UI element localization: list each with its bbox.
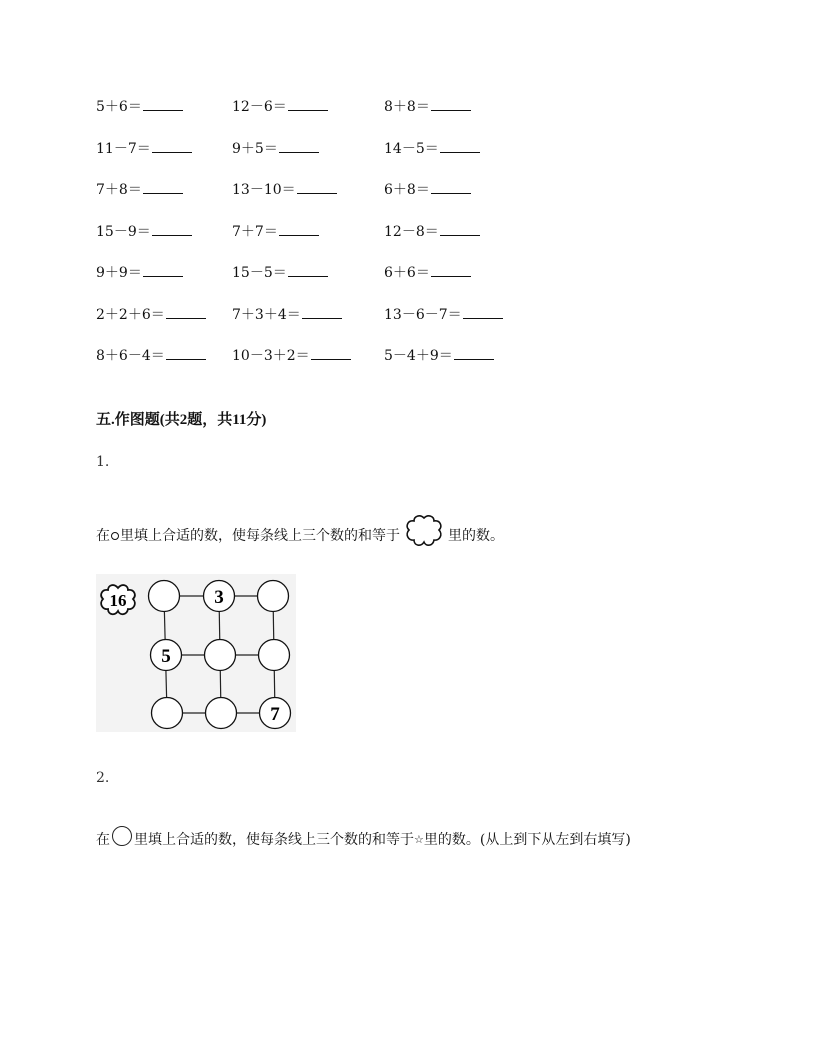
equation-text: 10－3＋2＝ [232,348,310,364]
answer-blank[interactable] [143,179,183,194]
equation [96,179,183,199]
equation [384,345,494,365]
equation [96,96,183,116]
answer-blank[interactable] [279,138,319,153]
equation-text: 6＋8＝ [384,182,430,198]
equation-text: 5－4＋9＝ [384,348,453,364]
equation [384,304,503,324]
equation-text: 14－5＝ [384,140,439,157]
grid-circle[interactable] [205,640,236,671]
answer-blank[interactable] [152,221,192,236]
equation-text: 12－8＝ [384,223,439,240]
answer-blank[interactable] [152,138,192,153]
equation-text: 6＋6＝ [384,265,430,281]
equation [232,304,342,324]
answer-blank[interactable] [440,138,480,153]
answer-blank[interactable] [454,345,494,360]
equation [232,179,337,199]
equation-text: 15－9＝ [96,223,151,240]
equation-text: 5＋6＝ [96,99,142,115]
answer-blank[interactable] [440,221,480,236]
equation-text: 9＋9＝ [96,265,142,281]
answer-blank[interactable] [288,262,328,277]
q2-text-after: 里的数。(从上到下从左到右填写) [423,832,631,848]
answer-blank[interactable] [166,345,206,360]
grid-number: 7 [270,704,280,725]
equation [384,262,471,282]
grid-number: 5 [161,646,171,667]
grid-circle[interactable] [152,698,183,729]
answer-blank[interactable] [166,304,206,319]
star-icon: ☆ [414,833,424,846]
equation [232,221,319,241]
answer-blank[interactable] [288,96,328,111]
answer-blank[interactable] [431,179,471,194]
equation-text: 12－6＝ [232,99,287,115]
answer-blank[interactable] [463,304,503,319]
equation [232,345,351,365]
equation [96,345,206,365]
equation-text: 15－5＝ [232,265,287,281]
equation-text: 11－7＝ [96,140,151,157]
grid-number: 3 [214,587,224,608]
answer-blank[interactable] [431,262,471,277]
circle-icon [112,826,132,846]
question-2-instruction [96,826,631,849]
equation [384,179,471,199]
grid-circle[interactable] [149,581,180,612]
equation [96,221,192,241]
q1-text-before: 在 [96,528,110,544]
target-flower [101,585,135,614]
equation [96,138,192,158]
equation [384,96,471,116]
q1-text-after: 里的数。 [448,528,504,544]
answer-blank[interactable] [431,96,471,111]
grid-circle[interactable] [206,698,237,729]
equation-text: 13－10＝ [232,182,296,198]
equation [96,262,183,282]
answer-blank[interactable] [279,221,319,236]
equation-text: 7＋3＋4＝ [232,306,301,323]
equation-text: 7＋8＝ [96,182,142,198]
equation-text: 7＋7＝ [232,223,278,240]
equation-text: 2＋2＋6＝ [96,306,165,323]
equation-text: 8＋6－4＝ [96,348,165,364]
equation [232,96,328,116]
equation [384,138,480,158]
answer-blank[interactable] [143,96,183,111]
equation [232,262,328,282]
answer-blank[interactable] [302,304,342,319]
question-1-instruction [96,514,504,552]
circle-icon [111,532,119,540]
number-grid-diagram [96,574,296,732]
equation-text: 9＋5＝ [232,140,278,157]
equation [232,138,319,158]
grid-circle[interactable] [258,581,289,612]
question-2-number: 2. [96,770,110,786]
q2-text-before: 在 [96,832,110,848]
q2-text-mid: 里填上合适的数，使每条线上三个数的和等于 [134,832,414,848]
q1-text-mid: 里填上合适的数，使每条线上三个数的和等于 [120,528,400,544]
equation-text: 8＋8＝ [384,99,430,115]
answer-blank[interactable] [311,345,351,360]
grid-circle[interactable] [259,640,290,671]
grid-circles [149,581,291,729]
equation [384,221,480,241]
flower-icon [404,514,444,552]
target-number: 16 [109,591,127,610]
answer-blank[interactable] [143,262,183,277]
equation-text: 13－6－7＝ [384,306,462,323]
equation [96,304,206,324]
question-1-number: 1. [96,454,110,470]
section-heading: 五.作图题(共2题，共11分) [96,412,267,428]
answer-blank[interactable] [297,179,337,194]
